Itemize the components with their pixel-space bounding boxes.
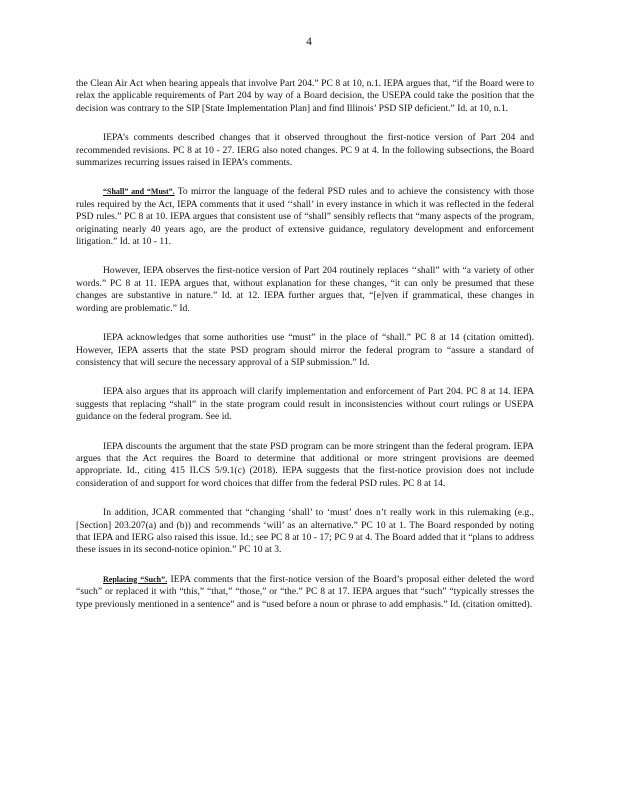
paragraph-3: [76, 186, 534, 248]
paragraph-text: IEPA acknowledges that some authorities use “must” in the place of “shall.” PC 8 at 14 (citation omitted). However, IEPA asserts that the state PSD program should mirror the federal program to “assure a standard of consistency that will secure the necessary approval of a SIP submission.” Id.: [76, 332, 534, 368]
paragraph-text: IEPA comments that the first-notice version of the Board’s proposal either deleted the word “such” or replaced it with “this,” “that,” “those,” or “the.” PC 8 at 17. IEPA argues that “such” “typically stresses the type previously mentioned in a sentence” and is “used before a noun or phrase to add emphasis.” Id. (citation omitted).: [76, 573, 534, 610]
paragraph-6: [76, 386, 534, 423]
paragraph-text: However, IEPA observes the first-notice version of Part 204 routinely replaces ‘‘shall” with “a variety of other words.” PC 8 at 11. IEPA argues that, without explanation for these changes, “it can only be presumed that these changes are substantive in nature.” Id. at 12. IEPA further argues that, “[e]ven if grammatical, these changes in wording are problematic.” Id.: [76, 265, 534, 314]
paragraph-text: In addition, JCAR commented that “changing ‘shall’ to ‘must’ does n’t really work in this rulemaking (e.g., [Section] 203.207(a) and (b)) and recommends ‘will’ as an alternative.” PC 10 at 1. The Board responded by noting that IEPA and IERG also raised this issue. Id.; see PC 8 at 10 - 17; PC 9 at 4. The Board added that it “plans to address these issues in its second-notice opinion.” PC 10 at 3.: [76, 507, 534, 556]
document-body: [76, 78, 534, 628]
paragraph-text: To mirror the language of the federal PSD rules and to achieve the consistency with those rules required by the Act, IEPA comments that it used ‘‘shall’ in every instance in which it was reflected in the federal PSD rules.” PC 8 at 10. IEPA argues that consistent use of “shall” sensibly reflects that “many aspects of the program, originating nearly 40 years ago, are the product of extensive guidance, regulatory development and enforcement litigation.” Id. at 10 - 11.: [76, 186, 534, 248]
paragraph-1: [76, 78, 534, 115]
section-heading-shall-must: “Shall” and “Must”.: [103, 187, 175, 197]
paragraph-4: [76, 265, 534, 315]
paragraph-text: IEPA also argues that its approach will clarify implementation and enforcement of Part 204. PC 8 at 14. IEPA suggests that replacing “shall” in the state program could result in inconsistencies without court rulings or USEPA guidance on the federal program. See id.: [76, 386, 534, 423]
paragraph-text: IEPA’s comments described changes that it observed throughout the first-notice version of Part 204 and recommended revisions. PC 8 at 10 - 27. IERG also noted changes. PC 9 at 4. In the following subsections, the Board summarizes recurring issues raised in IEPA’s comments.: [76, 132, 534, 169]
section-heading-replacing-such: Replacing “Such”.: [103, 574, 168, 584]
paragraph-7: [76, 441, 534, 491]
page-number: 4: [306, 36, 312, 48]
paragraph-text: the Clean Air Act when hearing appeals that involve Part 204.” PC 8 at 10, n.1. IEPA argues that, “if the Board were to relax the applicable requirements of Part 204 by way of a Board decision, the USEPA could take the position that the decision was contrary to the SIP [State Implementation Plan] and find Illinois’ PSD SIP deficient.” Id. at 10, n.1.: [76, 78, 534, 114]
paragraph-8: [76, 507, 534, 557]
paragraph-9: [76, 574, 534, 611]
paragraph-text: IEPA discounts the argument that the state PSD program can be more stringent than the federal program. IEPA argues that the Act requires the Board to determine that additional or more stringent provisions are deemed appropriate. Id., citing 415 ILCS 5/9.1(c) (2018). IEPA suggests that the first-notice provision does not include consideration of and support for word choices that differ from the federal PSD rules. PC 8 at 14.: [76, 440, 534, 489]
paragraph-5: [76, 332, 534, 369]
paragraph-2: [76, 132, 534, 169]
